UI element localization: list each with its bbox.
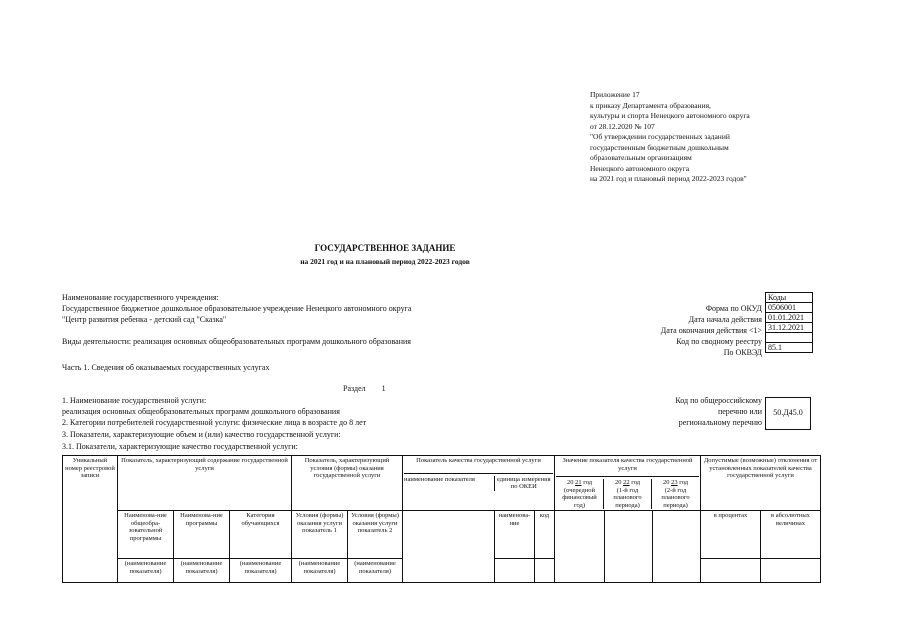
year-3-note: (2-й год планового периода): [661, 486, 690, 509]
year-1-value: 21: [575, 479, 582, 486]
registry-list-label-1: Код по общероссийскому: [675, 396, 762, 405]
indicators-heading: 3. Показатели, характеризующие объем и (или) качество государственной услуги:: [62, 430, 341, 439]
year-1-note: (очередной финансовый год): [562, 486, 597, 509]
appendix-line: Ненецкого автономного округа: [590, 163, 690, 173]
sub-unit-code: код: [535, 511, 555, 559]
registry-code-value: [766, 333, 813, 343]
appendix-line: "Об утверждении государственных заданий: [590, 132, 730, 141]
indicator-name-header: наименование показателя: [404, 475, 475, 483]
quality-indicator-title: Показатель качества государственной услуги: [416, 457, 541, 464]
service-name-label: 1. Наименование государственной услуги:: [62, 396, 207, 405]
years-row: [556, 476, 699, 509]
registry-label: Код по сводному реестру: [676, 337, 762, 346]
c2-text: Наименова-ние программы: [180, 512, 223, 527]
col-quality-values: [555, 456, 701, 511]
year-3: [651, 479, 699, 509]
sub-condition-2: [348, 511, 403, 559]
year-1: [556, 479, 603, 509]
col-unique-number: Уникальный номер реестровой записи: [63, 456, 118, 583]
registry-list-label-3: региональному перечню: [678, 418, 762, 427]
note-4: (наименование показателя): [292, 559, 348, 583]
sub-unit-name: наименова-ние: [495, 511, 535, 559]
appendix-line: от 28.12.2020 № 107: [590, 121, 655, 131]
registry-list-label-2: перечню или: [717, 407, 762, 416]
okved-code: 85.1: [766, 343, 813, 353]
appendix-line: к приказу Департамента образования,: [590, 100, 711, 110]
sub-category: [230, 511, 292, 559]
sub-program-name: [118, 511, 174, 559]
sub-dev-percent: в процентах: [701, 511, 761, 559]
part-title: Часть 1. Сведения об оказываемых государственных услугах: [62, 363, 270, 372]
end-date-value: 31.12.2021: [766, 323, 813, 333]
registry-code-box: 50.Д45.0: [765, 397, 811, 430]
sub-condition-1: [292, 511, 348, 559]
document-subtitle: на 2021 год и на плановый период 2022-2023 годов: [300, 257, 470, 266]
sub-program: [174, 511, 230, 559]
appendix-line: культуры и спорта Ненецкого автономного округа: [590, 111, 750, 120]
section-label: [343, 384, 386, 394]
dev-abs-empty: [761, 559, 821, 583]
quality-subheader: [404, 473, 553, 491]
start-date-label: Дата начала действия: [688, 315, 762, 324]
appendix-line: Приложение 17: [590, 90, 640, 99]
year-2: [603, 479, 651, 509]
year-2-value: 22: [623, 479, 630, 486]
sub-y1: [555, 511, 605, 583]
codes-header: Коды: [766, 293, 813, 303]
c1-text: Наименова-ние общеобра-зовательной программы: [124, 512, 167, 542]
year-prefix: 20: [662, 479, 670, 486]
section-number: 1: [381, 384, 386, 393]
okud-code: 0506001: [766, 303, 813, 313]
c3-text: Категория обучающихся: [241, 512, 280, 527]
note-2: (наименование показателя): [174, 559, 230, 583]
start-date-value: 01.01.2021: [766, 313, 813, 323]
end-date-label: Дата окончания действия <1>: [660, 326, 762, 335]
c4-text: Условия (формы) оказания услуги показатель 1: [295, 512, 344, 534]
note-1: (наименование показателя): [118, 559, 174, 583]
dev-percent-empty: [701, 559, 761, 583]
col-deviation: Допустимые (возможные) отклонения от установленных показателей качества государственной услуги: [701, 456, 821, 511]
service-name-value: реализация основных общеобразовательных программ дошкольного образования: [62, 407, 340, 416]
quality-table: [62, 455, 821, 583]
year-2-note: (1-й год планового периода): [613, 486, 642, 509]
consumer-category: 2. Категории потребителей государственной услуги: физические лица в возрасте до 8 лет: [62, 418, 367, 427]
year-suffix: год: [679, 479, 689, 486]
sub-y2: [605, 511, 653, 583]
sub-dev-abs: в абсолютных величинах: [761, 511, 821, 559]
col-conditions-indicator: Показатель, характеризующий условия (формы) оказания государственной услуги: [292, 456, 403, 511]
sub-y3: [653, 511, 701, 583]
year-3-value: 23: [671, 479, 678, 486]
appendix-line: государственным бюджетным дошкольным: [590, 142, 729, 152]
values-title: Значение показателя качества государственной услуги: [562, 457, 693, 472]
institution-label: Наименование государственного учреждения:: [62, 293, 219, 302]
okud-label: Форма по ОКУД: [705, 304, 762, 313]
activity-type: Виды деятельности: реализация основных общеобразовательных программ дошкольного образования: [62, 337, 411, 346]
unit-header: единица измерения по ОКЕИ: [494, 476, 553, 491]
quality-heading: 3.1. Показатели, характеризующие качество государственной услуги:: [62, 442, 298, 451]
document-title: ГОСУДАРСТВЕННОЕ ЗАДАНИЕ: [314, 243, 456, 253]
col-content-indicator: Показатель, характеризующий содержание государственной услуги: [118, 456, 292, 511]
year-suffix: год: [583, 479, 593, 486]
year-suffix: год: [631, 479, 641, 486]
codes-table: [765, 292, 813, 353]
c5-text: Условия (формы) оказания услуги показатель 2: [351, 512, 399, 534]
year-prefix: 20: [614, 479, 622, 486]
appendix-block: [590, 90, 750, 185]
year-prefix: 20: [566, 479, 574, 486]
sub-indicator-name: [403, 511, 495, 583]
okved-label: По ОКВЭД: [723, 348, 762, 357]
appendix-line: образовательным организациям: [590, 153, 692, 162]
institution-name-2: "Центр развития ребенка - детский сад "Сказка": [62, 315, 227, 324]
unit-code-empty: [535, 559, 555, 583]
institution-name-1: Государственное бюджетное дошкольное образовательное учреждение Ненецкого автономного округа: [62, 304, 412, 313]
note-5: (наименование показателя): [348, 559, 403, 583]
section-word: Раздел: [343, 384, 366, 393]
unit-name-empty: [495, 559, 535, 583]
col-quality-indicator: [403, 456, 555, 511]
note-3: (наименование показателя): [230, 559, 292, 583]
appendix-line: на 2021 год и плановый период 2022-2023 годов": [590, 174, 747, 183]
